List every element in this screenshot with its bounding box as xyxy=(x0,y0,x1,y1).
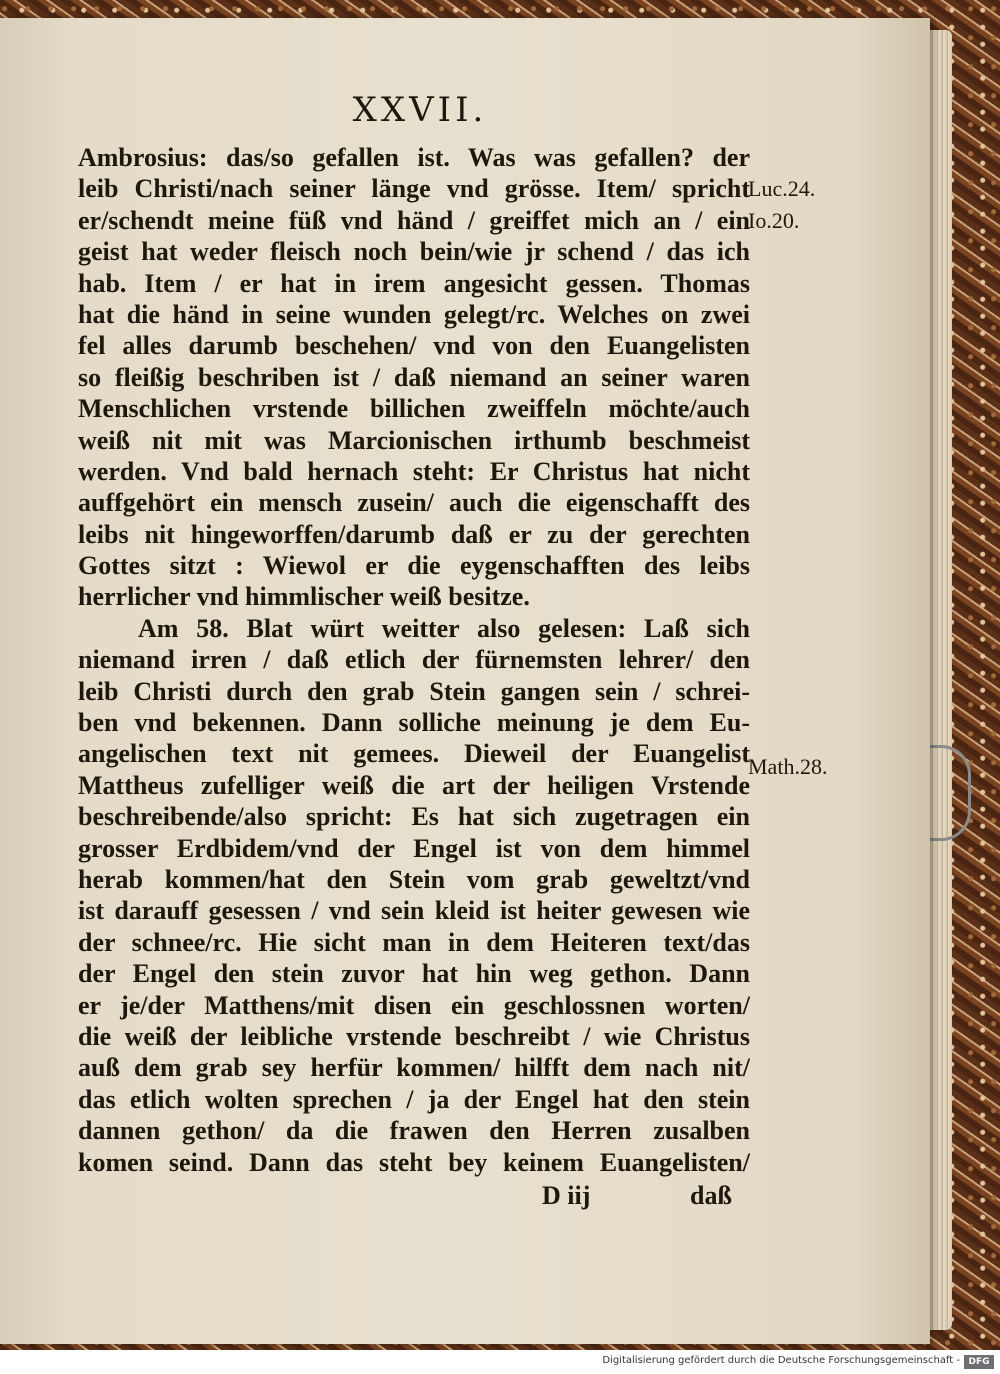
text-line: der schnee/rc. Hie sicht man in dem Heiteren text/das xyxy=(78,927,750,957)
text-line: werden. Vnd bald hernach steht: Er Christus hat nicht xyxy=(78,456,750,486)
margin-note-john: Io.20. xyxy=(748,208,800,233)
text-line: fel alles darumb beschehen/ vnd von den Euangelisten xyxy=(78,331,750,361)
text-line: weiß nit mit was Marcionischen irthumb beschmeist xyxy=(78,425,750,455)
text-line: auffgehört ein mensch zusein/ auch die eigenschafft des xyxy=(78,488,750,518)
text-line: auß dem grab sey herfür kommen/ hilfft dem nach nit/ xyxy=(78,1053,750,1083)
text-line: leib Christi/nach seiner länge vnd grösse. Item/ spricht xyxy=(78,174,750,204)
text-line: ist darauff gesessen / vnd sein kleid ist heiter gewesen wie xyxy=(78,896,750,926)
text-line: hab. Item / er hat in irem angesicht gessen. Thomas xyxy=(78,268,750,298)
text-line: Ambrosius: das/so gefallen ist. Was was gefallen? der xyxy=(78,143,750,172)
text-line: Mattheus zufelliger weiß die art der heiligen Vrstende xyxy=(78,770,750,800)
text-line: das etlich wolten sprechen / ja der Engel hat den stein xyxy=(78,1084,750,1114)
body-text xyxy=(78,142,750,1178)
text-line: Am 58. Blat würt weitter also gelesen: Laß sich xyxy=(138,613,750,643)
signature-mark: D iij xyxy=(542,1181,591,1210)
text-line: grosser Erdbidem/vnd der Engel ist von dem himmel xyxy=(78,833,750,863)
text-line: leib Christi durch den grab Stein gangen sein / schrei- xyxy=(78,676,750,706)
text-line: die weiß der leibliche vrstende beschreibt / wie Christus xyxy=(78,1021,750,1051)
page-clip xyxy=(928,745,971,841)
text-line: er je/der Matthens/mit disen ein geschlossnen worten/ xyxy=(78,990,750,1020)
text-line: geist hat weder fleisch noch bein/wie jr schend / das ich xyxy=(78,237,750,267)
text-line: so fleißig beschriben ist / daß niemand an seiner waren xyxy=(78,362,750,392)
text-line: dannen gethon/ da die frawen den Herren zusalben xyxy=(78,1116,750,1146)
dfg-logo: DFG xyxy=(964,1355,994,1369)
text-line: niemand irren / daß etlich der fürnemsten lehrer/ den xyxy=(78,645,750,675)
margin-note-luke: Luc.24. xyxy=(748,176,816,201)
text-line: Menschlichen vrstende billichen zweiffeln möchte/auch xyxy=(78,394,750,424)
folio-number: XXVII. xyxy=(352,90,488,130)
text-line: ben vnd bekennen. Dann solliche meinung je dem Eu- xyxy=(78,708,750,738)
funding-credit: Digitalisierung gefördert durch die Deutsche Forschungsgemeinschaft - xyxy=(602,1355,960,1366)
book-page xyxy=(0,18,930,1344)
text-line: der Engel den stein zuvor hat hin weg gethon. Dann xyxy=(78,959,750,989)
text-line: angelischen text nit gemees. Dieweil der Euangelist xyxy=(78,739,750,769)
footer-bar xyxy=(0,1352,1000,1374)
text-line: herrlicher vnd himmlischer weiß besitze. xyxy=(78,582,530,612)
margin-note-matthew: Math.28. xyxy=(748,754,828,779)
text-line: beschreibende/also spricht: Es hat sich zugetragen ein xyxy=(78,802,750,832)
text-line: herab kommen/hat den Stein vom grab geweltzt/vnd xyxy=(78,864,750,894)
text-line: er/schendt meine füß vnd händ / greiffet mich an / ein xyxy=(78,205,750,235)
text-line: hat die händ in seine wunden gelegt/rc. Welches on zwei xyxy=(78,299,750,329)
catchword: daß xyxy=(690,1181,732,1210)
text-line: komen seind. Dann das steht bey keinem Euangelisten/ xyxy=(78,1147,750,1177)
text-line: Gottes sitzt : Wiewol er die eygenschafften des leibs xyxy=(78,551,750,581)
text-line: leibs nit hingeworffen/darumb daß er zu der gerechten xyxy=(78,519,750,549)
